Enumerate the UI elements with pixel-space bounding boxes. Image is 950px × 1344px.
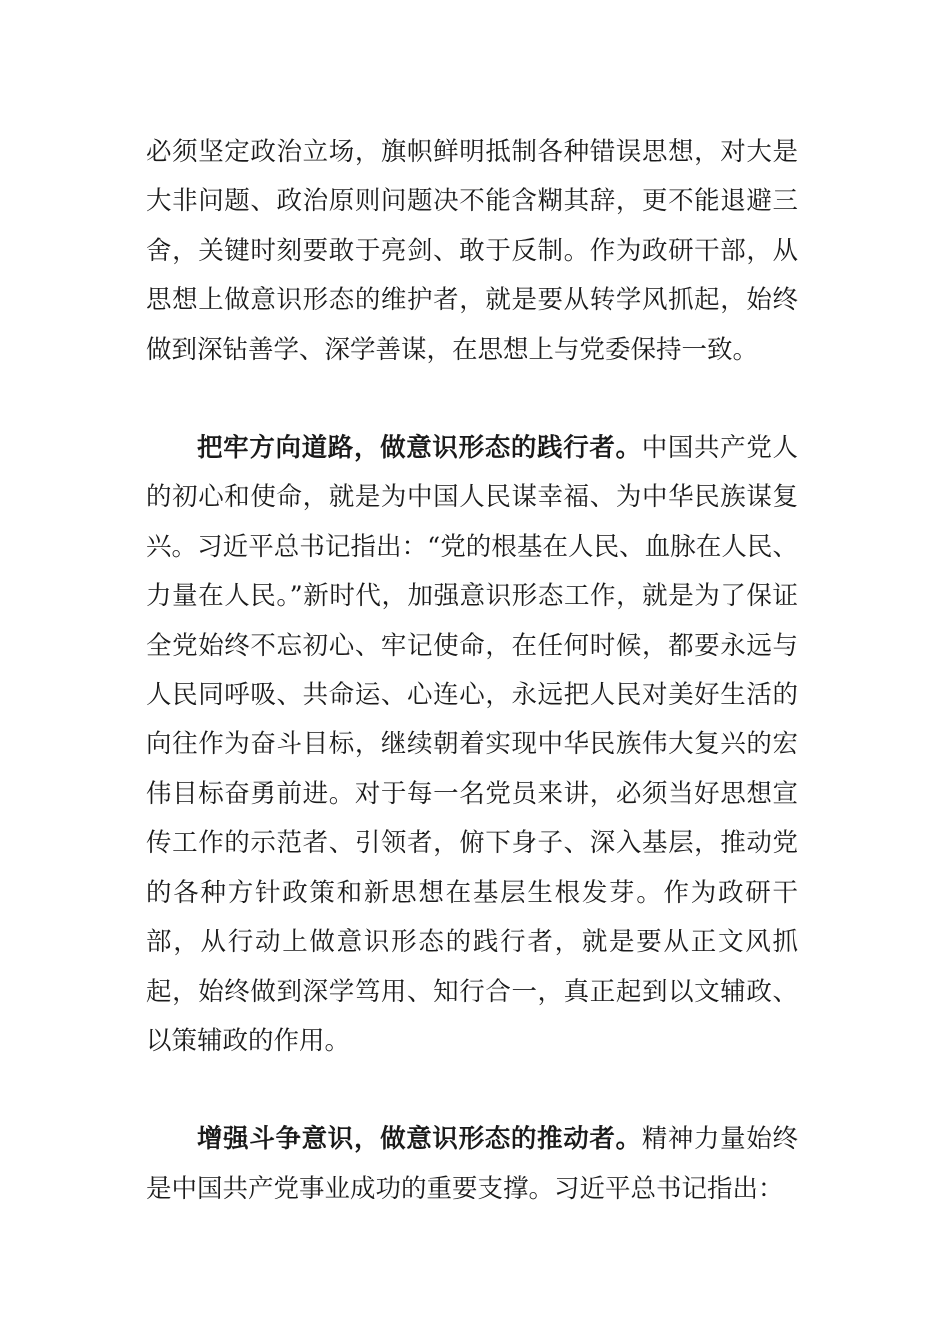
paragraph-continued	[146, 128, 798, 375]
paragraph-text: 精神力量始终是中国共产党事业成功的重要支撑。习近平总书记指出：	[146, 1124, 798, 1204]
paragraph-promoter	[146, 1115, 798, 1214]
paragraph-practitioner	[146, 424, 798, 1066]
paragraph-text: 必须坚定政治立场，旗帜鲜明抵制各种错误思想，对大是大非问题、政治原则问题决不能含糊其辞，更不能退避三舍，关键时刻要敢于亮剑、敢于反制。作为政研干部，从思想上做意识形态的维护者，就是要从转学风抓起，始终做到深钻善学、深学善谋，在思想上与党委保持一致。	[146, 137, 798, 365]
paragraph-heading: 把牢方向道路，做意识形态的践行者。	[197, 433, 642, 464]
paragraph-heading: 增强斗争意识，做意识形态的推动者。	[197, 1124, 642, 1155]
paragraph-text: 中国共产党人的初心和使命，就是为中国人民谋幸福、为中华民族谋复兴。习近平总书记指出：“党的根基在人民、血脉在人民、力量在人民。”新时代，加强意识形态工作，就是为了保证全党始终不忘初心、牢记使命，在任何时候，都要永远与人民同呼吸、共命运、心连心，永远把人民对美好生活的向往作为奋斗目标，继续朝着实现中华民族伟大复兴的宏伟目标奋勇前进。对于每一名党员来讲，必须当好思想宣传工作的示范者、引领者，俯下身子、深入基层，推动党的各种方针政策和新思想在基层生根发芽。作为政研干部，从行动上做意识形态的践行者，就是要从正文风抓起，始终做到深学笃用、知行合一，真正起到以文辅政、以策辅政的作用。	[146, 433, 798, 1056]
document-body	[146, 128, 798, 1214]
